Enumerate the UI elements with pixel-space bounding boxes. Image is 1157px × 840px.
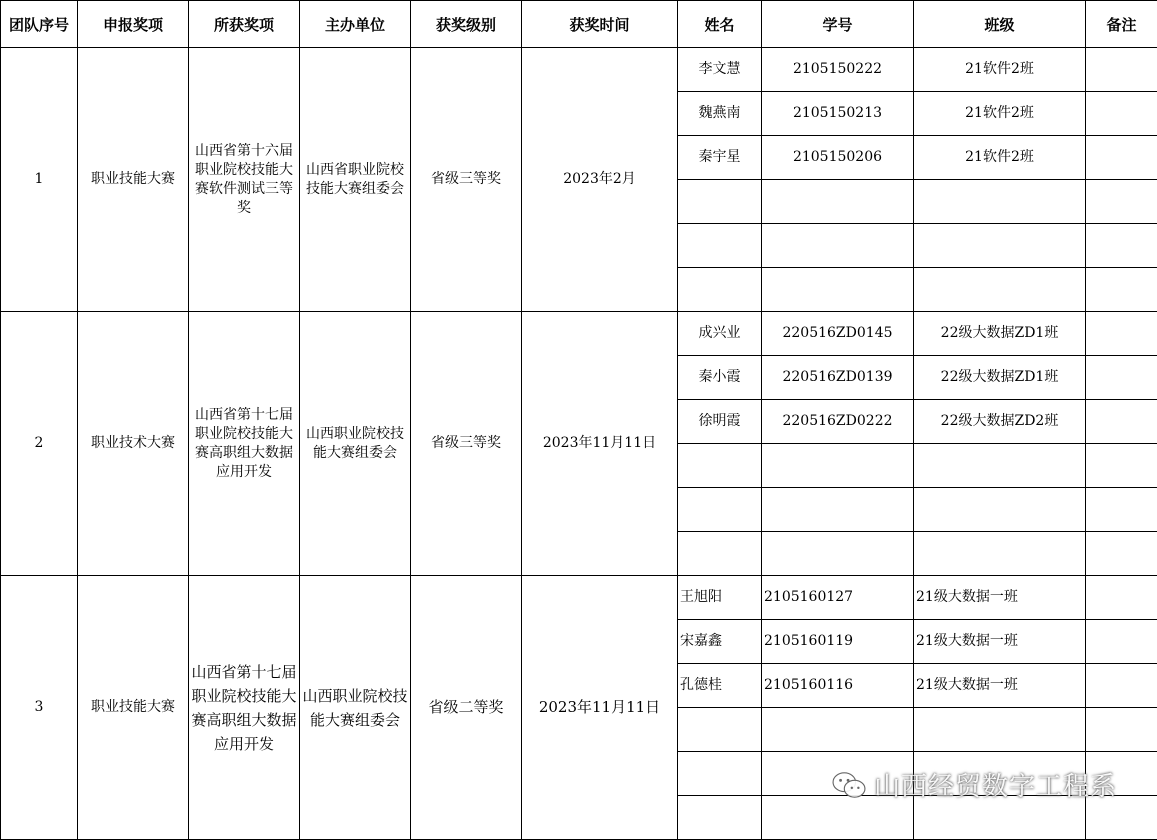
empty-cell	[678, 488, 762, 532]
member-class: 22级大数据ZD2班	[914, 400, 1086, 444]
team-no: 3	[1, 576, 78, 840]
remark-cell	[1086, 92, 1157, 136]
award-level: 省级三等奖	[411, 312, 522, 576]
empty-cell	[762, 180, 914, 224]
header-declared: 申报奖项	[78, 1, 189, 48]
header-date: 获奖时间	[522, 1, 678, 48]
member-name: 秦小霞	[678, 356, 762, 400]
header-student-id: 学号	[762, 1, 914, 48]
declared-award: 职业技能大赛	[78, 576, 189, 840]
table-row	[1, 576, 1157, 620]
header-level: 获奖级别	[411, 1, 522, 48]
member-id: 2105160116	[762, 664, 914, 708]
member-name: 李文慧	[678, 48, 762, 92]
remark-cell	[1086, 664, 1157, 708]
organizer: 山西职业院校技能大赛组委会	[300, 312, 411, 576]
member-id: 220516ZD0222	[762, 400, 914, 444]
member-class: 22级大数据ZD1班	[914, 356, 1086, 400]
empty-cell	[1086, 488, 1157, 532]
empty-cell	[762, 708, 914, 752]
declared-award: 职业技能大赛	[78, 48, 189, 312]
empty-cell	[678, 224, 762, 268]
award-name-line: 山西省第十七届	[191, 406, 297, 425]
header-class: 班级	[914, 1, 1086, 48]
team-no: 1	[1, 48, 78, 312]
member-id: 2105160127	[762, 576, 914, 620]
table-row	[1, 312, 1157, 356]
award-name-line: 职业院校技能大赛高职组大数据应用开发	[191, 425, 297, 482]
member-name: 孔德桂	[678, 664, 762, 708]
empty-cell	[678, 752, 762, 796]
member-name: 魏燕南	[678, 92, 762, 136]
watermark	[830, 766, 1117, 803]
remark-cell	[1086, 136, 1157, 180]
member-class: 21级大数据一班	[914, 576, 1086, 620]
header-team-no: 团队序号	[1, 1, 78, 48]
empty-cell	[914, 224, 1086, 268]
member-id: 220516ZD0139	[762, 356, 914, 400]
remark-cell	[1086, 312, 1157, 356]
award-name: 山西省第十六届职业院校技能大赛软件测试三等奖	[189, 48, 300, 312]
empty-cell	[678, 708, 762, 752]
empty-cell	[762, 532, 914, 576]
member-name: 宋嘉鑫	[678, 620, 762, 664]
empty-cell	[1086, 708, 1157, 752]
empty-cell	[914, 708, 1086, 752]
empty-cell	[678, 444, 762, 488]
wechat-icon	[830, 770, 868, 800]
empty-cell	[914, 488, 1086, 532]
empty-cell	[678, 180, 762, 224]
award-level: 省级三等奖	[411, 48, 522, 312]
header-organizer: 主办单位	[300, 1, 411, 48]
remark-cell	[1086, 356, 1157, 400]
empty-cell	[678, 532, 762, 576]
remark-cell	[1086, 48, 1157, 92]
award-date: 2023年11月11日	[522, 576, 678, 840]
empty-cell	[1086, 224, 1157, 268]
member-class: 21级大数据一班	[914, 620, 1086, 664]
award-name-line: 山西省第十七届	[191, 660, 297, 684]
header-remark: 备注	[1086, 1, 1157, 48]
award-level: 省级二等奖	[411, 576, 522, 840]
organizer: 山西省职业院校技能大赛组委会	[300, 48, 411, 312]
award-name	[189, 312, 300, 576]
table-row	[1, 48, 1157, 92]
member-id: 220516ZD0145	[762, 312, 914, 356]
empty-cell	[762, 268, 914, 312]
member-class: 21级大数据一班	[914, 664, 1086, 708]
member-id: 2105160119	[762, 620, 914, 664]
empty-cell	[914, 268, 1086, 312]
award-name	[189, 576, 300, 840]
header-row	[1, 1, 1157, 48]
remark-cell	[1086, 400, 1157, 444]
award-date: 2023年11月11日	[522, 312, 678, 576]
award-date: 2023年2月	[522, 48, 678, 312]
empty-cell	[762, 224, 914, 268]
empty-cell	[914, 532, 1086, 576]
member-name: 王旭阳	[678, 576, 762, 620]
empty-cell	[1086, 444, 1157, 488]
empty-cell	[1086, 268, 1157, 312]
member-name: 成兴业	[678, 312, 762, 356]
member-id: 2105150206	[762, 136, 914, 180]
watermark-text: 山西经贸数字工程系	[874, 766, 1117, 803]
empty-cell	[678, 796, 762, 840]
empty-cell	[914, 180, 1086, 224]
member-id: 2105150213	[762, 92, 914, 136]
organizer: 山西职业院校技能大赛组委会	[300, 576, 411, 840]
empty-cell	[1086, 532, 1157, 576]
empty-cell	[762, 488, 914, 532]
team-no: 2	[1, 312, 78, 576]
empty-cell	[678, 268, 762, 312]
member-name: 徐明霞	[678, 400, 762, 444]
member-name: 秦宇星	[678, 136, 762, 180]
remark-cell	[1086, 576, 1157, 620]
header-award: 所获奖项	[189, 1, 300, 48]
member-class: 21软件2班	[914, 48, 1086, 92]
member-id: 2105150222	[762, 48, 914, 92]
empty-cell	[1086, 180, 1157, 224]
empty-cell	[914, 444, 1086, 488]
remark-cell	[1086, 620, 1157, 664]
award-name-line: 职业院校技能大赛高职组大数据应用开发	[191, 684, 297, 756]
member-class: 22级大数据ZD1班	[914, 312, 1086, 356]
empty-cell	[762, 444, 914, 488]
header-name: 姓名	[678, 1, 762, 48]
member-class: 21软件2班	[914, 92, 1086, 136]
declared-award: 职业技术大赛	[78, 312, 189, 576]
member-class: 21软件2班	[914, 136, 1086, 180]
